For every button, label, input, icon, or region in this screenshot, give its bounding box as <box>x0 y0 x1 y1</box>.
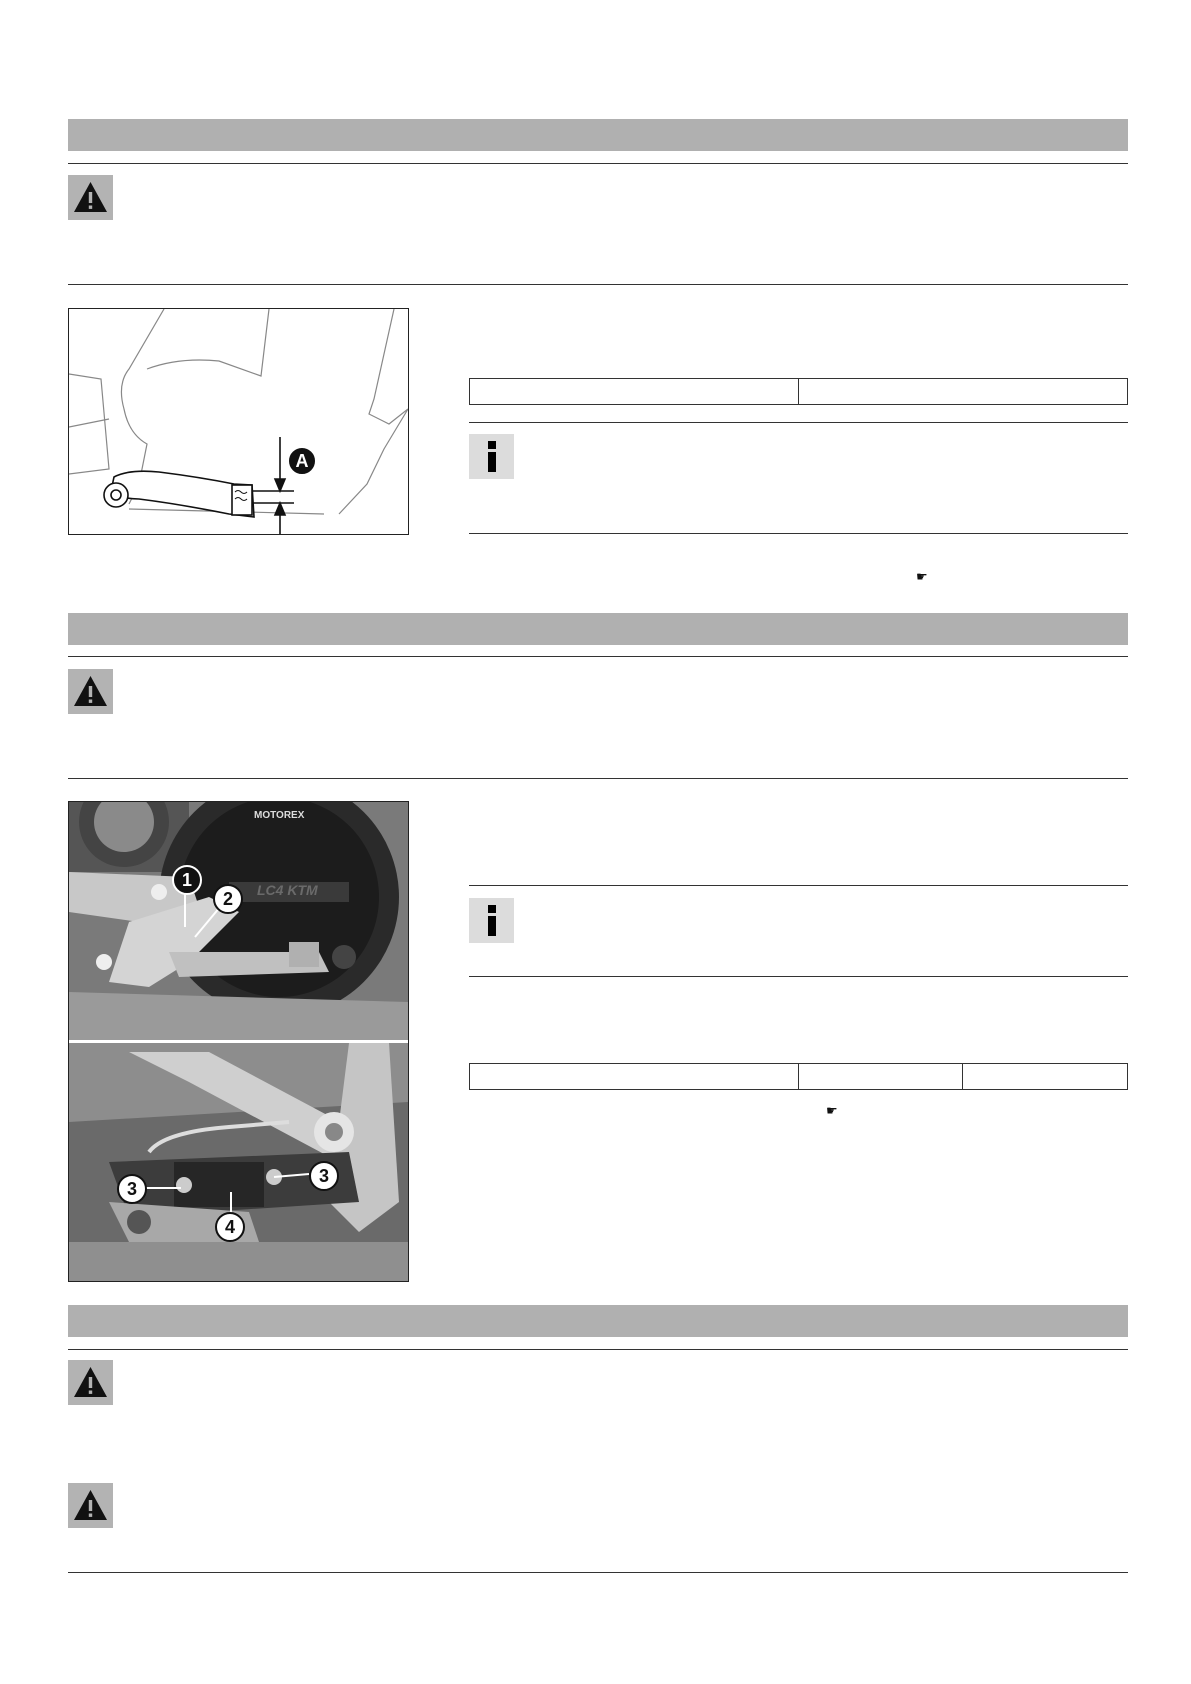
spec-table <box>469 378 1128 405</box>
divider <box>469 422 1128 423</box>
divider <box>68 284 1128 285</box>
callout-A: A <box>287 446 317 476</box>
cover-label: LC4 KTM <box>257 882 318 898</box>
brand-label: MOTOREX <box>254 810 305 821</box>
callout-1: 1 <box>172 865 202 895</box>
pointing-hand-icon[interactable]: ☛ <box>916 569 928 584</box>
table-cell <box>799 1064 963 1090</box>
brake-pedal-photo <box>68 801 409 1282</box>
divider <box>68 1572 1128 1573</box>
callout-2: 2 <box>213 884 243 914</box>
info-icon <box>469 898 514 943</box>
divider <box>68 656 1128 657</box>
divider <box>68 163 1128 164</box>
divider <box>469 533 1128 534</box>
table-cell <box>799 379 1128 405</box>
divider <box>469 885 1128 886</box>
section-header-bar <box>68 1305 1128 1337</box>
section-header-bar <box>68 119 1128 151</box>
divider <box>469 976 1128 977</box>
section-header-bar <box>68 613 1128 645</box>
callout-4: 4 <box>215 1212 245 1242</box>
brake-lever-illustration <box>68 308 409 535</box>
table-cell <box>963 1064 1128 1090</box>
table-cell <box>470 379 799 405</box>
info-icon <box>469 434 514 479</box>
divider <box>68 1349 1128 1350</box>
callout-3-left: 3 <box>117 1174 147 1204</box>
table-cell <box>470 1064 799 1090</box>
pointing-hand-icon[interactable]: ☛ <box>826 1103 838 1118</box>
divider <box>68 778 1128 779</box>
spec-table <box>469 1063 1128 1090</box>
warning-icon <box>68 175 113 220</box>
warning-icon <box>68 669 113 714</box>
warning-icon <box>68 1483 113 1528</box>
callout-3-right: 3 <box>309 1161 339 1191</box>
warning-icon <box>68 1360 113 1405</box>
